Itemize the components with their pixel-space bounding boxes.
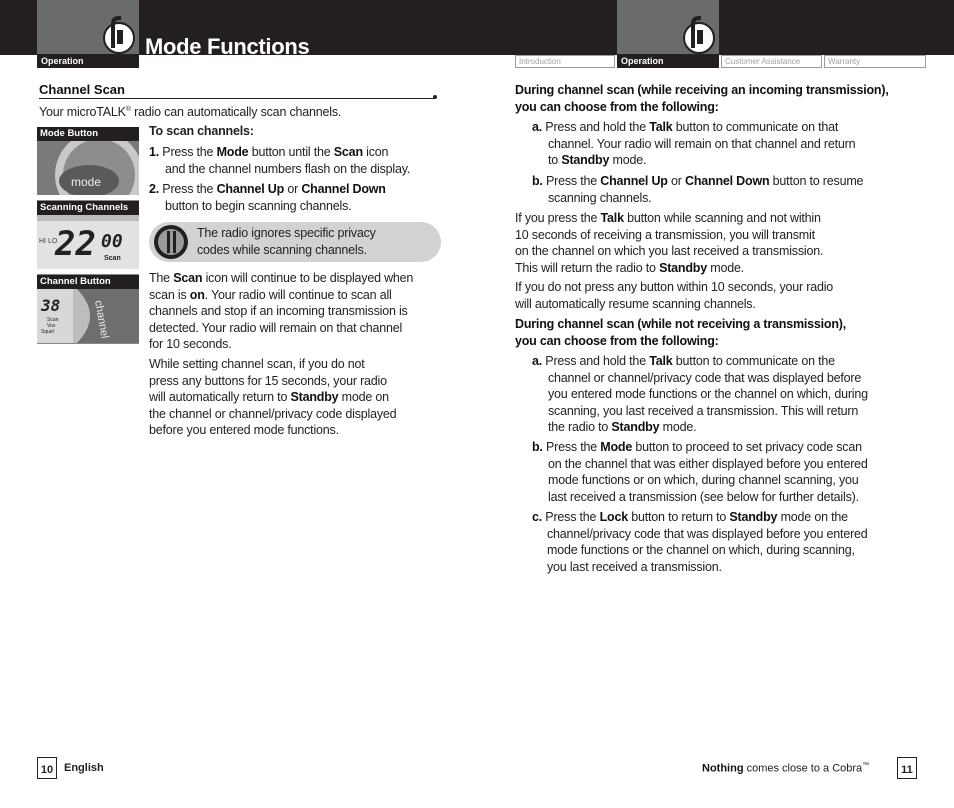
steps-heading: To scan channels: (149, 124, 254, 138)
intro-text: Your microTALK® radio can automatically scan channels. (39, 105, 342, 120)
operation-tab-label: Operation (617, 54, 719, 68)
step-1: 1. Press the Mode button until the Scan icon and the channel numbers flash on the display. (149, 145, 411, 176)
thumbnail-scanning-channels (37, 201, 139, 275)
page-title: Mode Functions (145, 34, 310, 59)
info-icon (152, 223, 190, 261)
svg-text:00: 00 (101, 231, 123, 252)
section-title: Channel Scan (39, 82, 125, 97)
thumbnail-mode-button (37, 127, 139, 201)
operation-tab-right[interactable] (617, 0, 719, 68)
svg-text:mode: mode (71, 175, 102, 189)
option-b-incoming: b. Press the Channel Up or Channel Down button to resume scanning channels. (532, 174, 864, 205)
note-text: The radio ignores specific privacy codes while scanning channels. (197, 226, 376, 257)
svg-text:Scan: Scan (47, 317, 59, 323)
paragraph-timeout: While setting channel scan, if you do not press any buttons for 15 seconds, your radio will automatically return to Standby mode on the channel or channel/privacy code displayed before you entered mode functions. (149, 357, 397, 437)
svg-text:22: 22 (55, 224, 96, 264)
display-image (37, 215, 139, 269)
svg-text:Vox: Vox (47, 323, 56, 329)
channel-button-image (37, 289, 139, 343)
thumbnail-channel-button (37, 275, 139, 344)
svg-text:Scan: Scan (104, 255, 121, 262)
section-rule (39, 98, 435, 99)
paragraph-scan-icon: The Scan icon will continue to be displayed when scan is on. Your radio will continue to scan all channels and stop if an incoming transmission is detected. Your radio will remain on that channel for 10 seconds. (149, 271, 414, 351)
operation-tab-label: Operation (37, 54, 139, 68)
svg-text:Squel: Squel (41, 329, 54, 335)
header-bar (0, 0, 954, 55)
option-c-not-receiving: c. Press the Lock button to return to Standby mode on the channel/privacy code that was displayed before you entered mode functions or the channel on which, during scanning, you last received a transmission. (532, 510, 868, 574)
option-b-not-receiving: b. Press the Mode button to proceed to set privacy code scan on the channel that was either displayed before you entered mode functions or on which, during channel scanning, you last received a transmission (see below for further details). (532, 440, 868, 504)
svg-text:38: 38 (41, 296, 61, 315)
page-number-left: 10 (37, 757, 57, 779)
thumbnail-caption: Channel Button (37, 275, 139, 289)
operation-tab-left[interactable] (37, 0, 139, 68)
microphone-icon (675, 14, 717, 56)
heading-incoming: During channel scan (while receiving an incoming transmission), you can choose from the following: (515, 83, 889, 114)
paragraph-talk: If you press the Talk button while scanning and not within 10 seconds of receiving a transmission, you will transmit on the channel on which you last received a transmission. This will return the radio to Standby mode. (515, 211, 824, 275)
thumbnail-caption: Mode Button (37, 127, 139, 141)
section-dot (433, 95, 437, 99)
note-callout (149, 222, 441, 262)
mode-button-image (37, 141, 139, 195)
nav-tab-introduction[interactable]: Introduction (515, 55, 615, 68)
page-number-right: 11 (897, 757, 917, 779)
option-a-not-receiving: a. Press and hold the Talk button to communicate on the channel or channel/privacy code that was displayed before you entered mode functions or the channel on which, during scanning, you last received a transmission. This will return the radio to Standby mode. (532, 354, 868, 434)
svg-text:HI LO: HI LO (39, 238, 58, 245)
footer-tagline: Nothing comes close to a Cobra™ (702, 762, 870, 775)
step-2: 2. Press the Channel Up or Channel Down button to begin scanning channels. (149, 182, 386, 213)
thumbnail-caption: Scanning Channels (37, 201, 139, 215)
nav-tab-customer-assistance[interactable]: Customer Assistance (721, 55, 822, 68)
svg-text:channel: channel (92, 299, 111, 340)
heading-not-receiving: During channel scan (while not receiving a transmission), you can choose from the following: (515, 317, 847, 348)
footer-language: English (64, 762, 104, 774)
microphone-icon (95, 14, 137, 56)
paragraph-resume: If you do not press any button within 10 seconds, your radio will automatically resume scanning channels. (515, 280, 834, 311)
nav-tab-warranty[interactable]: Warranty (824, 55, 926, 68)
option-a-incoming: a. Press and hold the Talk button to communicate on that channel. Your radio will remain on that channel and return to Standby mode. (532, 120, 856, 167)
